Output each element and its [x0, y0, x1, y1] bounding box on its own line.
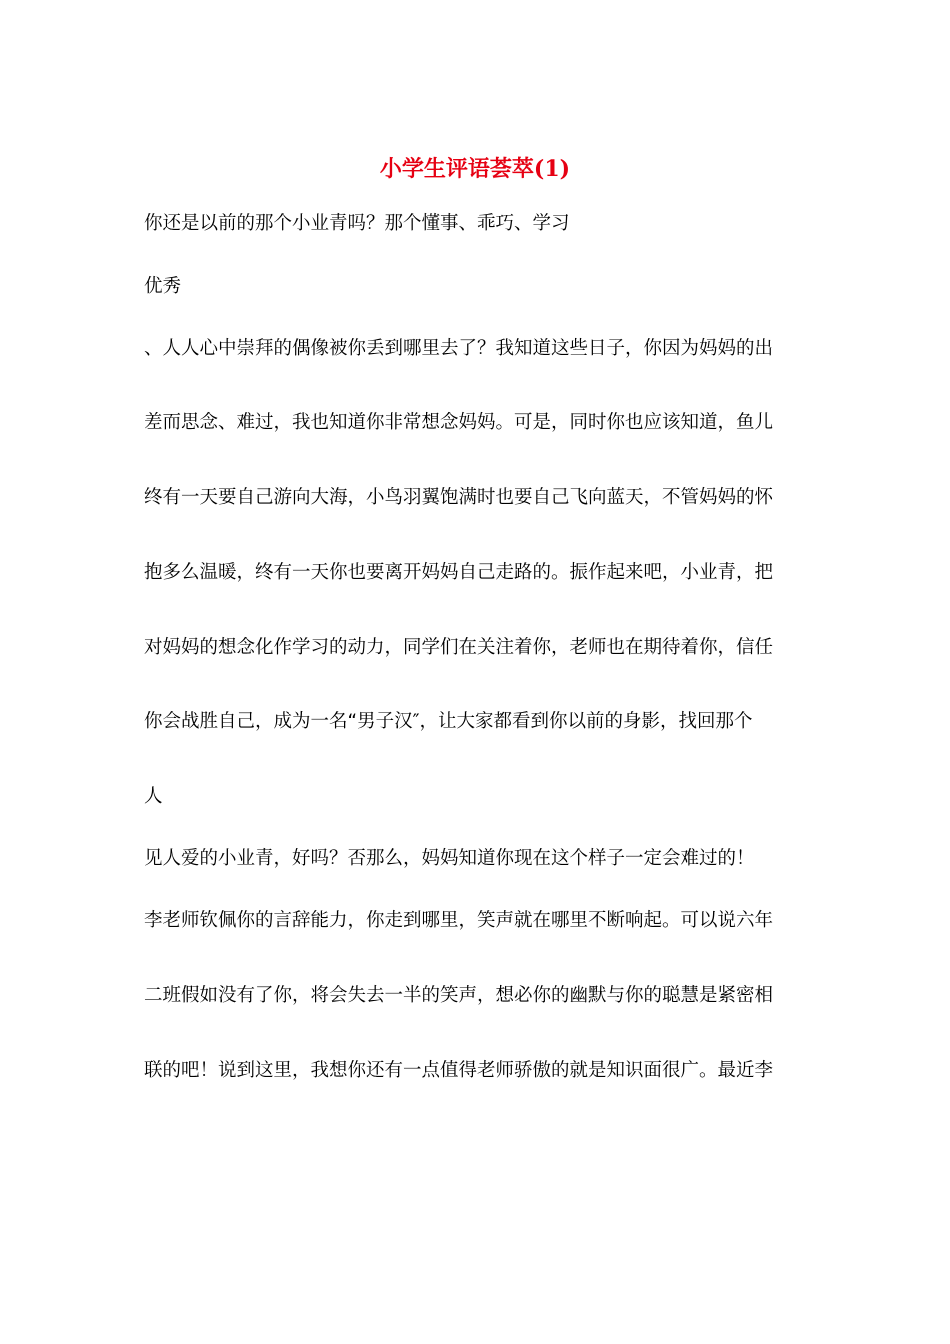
paragraph-line: 终有一天要自己游向大海，小鸟羽翼饱满时也要自己飞向蓝天，不管妈妈的怀 — [144, 487, 774, 508]
paragraph-line: 差而思念、难过，我也知道你非常想念妈妈。可是，同时你也应该知道，鱼儿 — [144, 412, 774, 433]
paragraph-line: 优秀 — [144, 276, 182, 297]
page-title: 小学生评语荟萃(1) — [379, 156, 571, 182]
paragraph-line: 抱多么温暖，终有一天你也要离开妈妈自己走路的。振作起来吧，小业青，把 — [144, 562, 774, 583]
paragraph-line: 见人爱的小业青，好吗？否那么，妈妈知道你现在这个样子一定会难过的！ — [144, 848, 755, 869]
paragraph-line: 对妈妈的想念化作学习的动力，同学们在关注着你，老师也在期待着你，信任 — [144, 637, 774, 658]
paragraph-line: 李老师钦佩你的言辞能力，你走到哪里，笑声就在哪里不断响起。可以说六年 — [144, 910, 774, 931]
paragraph-line: 联的吧！说到这里，我想你还有一点值得老师骄傲的就是知识面很广。最近李 — [144, 1060, 774, 1081]
paragraph-line: 、人人心中崇拜的偶像被你丢到哪里去了？我知道这些日子，你因为妈妈的出 — [144, 338, 774, 359]
paragraph-line: 二班假如没有了你，将会失去一半的笑声，想必你的幽默与你的聪慧是紧密相 — [144, 985, 774, 1006]
paragraph-line: 你还是以前的那个小业青吗？那个懂事、乖巧、学习 — [144, 213, 570, 234]
paragraph-line: 人 — [144, 786, 163, 807]
paragraph-line: 你会战胜自己，成为一名“男子汉″，让大家都看到你以前的身影，找回那个 — [144, 711, 753, 732]
